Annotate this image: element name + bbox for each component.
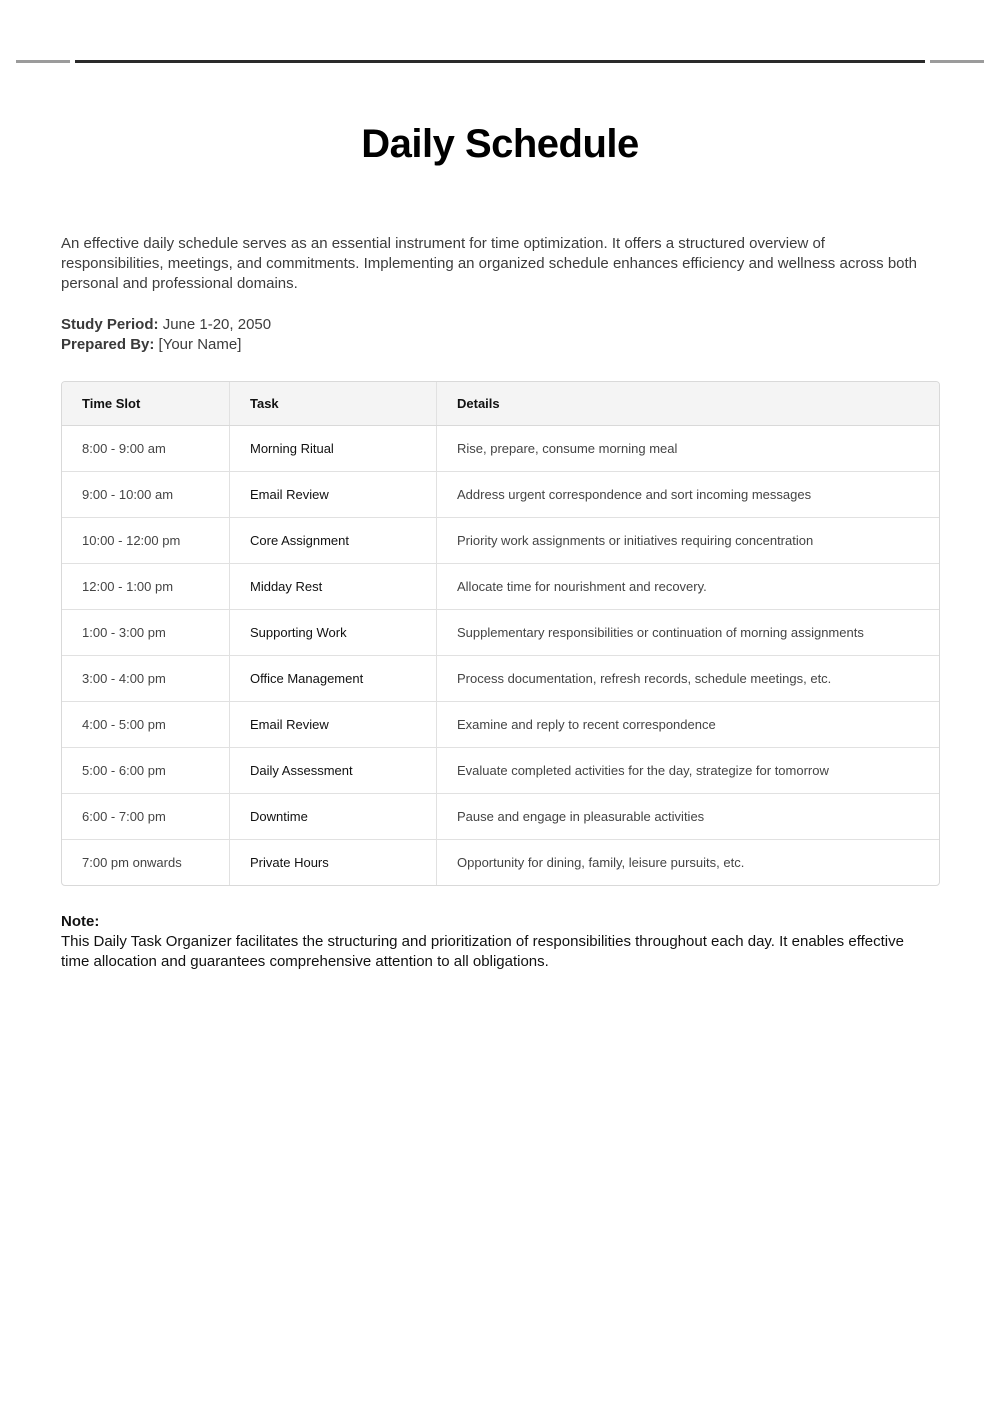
header-task: Task bbox=[230, 382, 437, 426]
time-slot-cell: 3:00 - 4:00 pm bbox=[62, 656, 230, 702]
task-cell: Private Hours bbox=[230, 840, 437, 886]
table-row bbox=[62, 840, 939, 886]
note-text: This Daily Task Organizer facilitates the structuring and prioritization of responsibilities throughout each day. It enables effective time allocation and guarantees comprehensive attention to all obligations. bbox=[61, 933, 904, 970]
details-cell: Address urgent correspondence and sort incoming messages bbox=[437, 472, 940, 518]
details-cell: Evaluate completed activities for the day, strategize for tomorrow bbox=[437, 748, 940, 794]
prepared-by-value: [Your Name] bbox=[158, 336, 242, 353]
page-title: Daily Schedule bbox=[361, 122, 639, 166]
details-cell: Process documentation, refresh records, schedule meetings, etc. bbox=[437, 656, 940, 702]
top-rule-left bbox=[16, 60, 70, 63]
study-period-label: Study Period: bbox=[61, 316, 159, 333]
details-cell: Pause and engage in pleasurable activities bbox=[437, 794, 940, 840]
task-cell: Core Assignment bbox=[230, 518, 437, 564]
table-header-row bbox=[62, 382, 939, 426]
details-cell: Supplementary responsibilities or continuation of morning assignments bbox=[437, 610, 940, 656]
table-row bbox=[62, 794, 939, 840]
table-row bbox=[62, 472, 939, 518]
intro-paragraph: An effective daily schedule serves as an essential instrument for time optimization. It offers a structured overview of responsibilities, meetings, and commitments. Implementing an organized schedule enhances efficiency and wellness across both personal and professional domains. bbox=[61, 235, 918, 292]
task-cell: Office Management bbox=[230, 656, 437, 702]
note-label: Note: bbox=[61, 913, 100, 930]
task-cell: Daily Assessment bbox=[230, 748, 437, 794]
table-row bbox=[62, 518, 939, 564]
table-row bbox=[62, 564, 939, 610]
time-slot-cell: 4:00 - 5:00 pm bbox=[62, 702, 230, 748]
table-row bbox=[62, 426, 939, 472]
time-slot-cell: 8:00 - 9:00 am bbox=[62, 426, 230, 472]
study-period-value: June 1-20, 2050 bbox=[162, 316, 272, 333]
time-slot-cell: 5:00 - 6:00 pm bbox=[62, 748, 230, 794]
table-row bbox=[62, 656, 939, 702]
note bbox=[61, 912, 931, 972]
time-slot-cell: 12:00 - 1:00 pm bbox=[62, 564, 230, 610]
task-cell: Midday Rest bbox=[230, 564, 437, 610]
time-slot-cell: 1:00 - 3:00 pm bbox=[62, 610, 230, 656]
time-slot-cell: 7:00 pm onwards bbox=[62, 840, 230, 886]
time-slot-cell: 9:00 - 10:00 am bbox=[62, 472, 230, 518]
prepared-by bbox=[61, 335, 241, 355]
time-slot-cell: 6:00 - 7:00 pm bbox=[62, 794, 230, 840]
task-cell: Morning Ritual bbox=[230, 426, 437, 472]
header-time-slot: Time Slot bbox=[62, 382, 230, 426]
details-cell: Allocate time for nourishment and recovery. bbox=[437, 564, 940, 610]
details-cell: Rise, prepare, consume morning meal bbox=[457, 441, 678, 456]
table-row bbox=[62, 610, 939, 656]
table-row bbox=[62, 748, 939, 794]
top-rule-right bbox=[930, 60, 984, 63]
table-row bbox=[62, 702, 939, 748]
details-cell: Opportunity for dining, family, leisure pursuits, etc. bbox=[437, 840, 940, 886]
task-cell: Email Review bbox=[230, 472, 437, 518]
header-details: Details bbox=[437, 382, 940, 426]
details-cell: Priority work assignments or initiatives requiring concentration bbox=[437, 518, 940, 564]
task-cell: Downtime bbox=[230, 794, 437, 840]
prepared-by-label: Prepared By: bbox=[61, 336, 155, 353]
schedule-table bbox=[61, 381, 940, 886]
top-rule-main bbox=[75, 60, 925, 63]
task-cell: Supporting Work bbox=[230, 610, 437, 656]
study-period bbox=[61, 315, 271, 335]
task-cell: Email Review bbox=[230, 702, 437, 748]
time-slot-cell: 10:00 - 12:00 pm bbox=[62, 518, 230, 564]
details-cell: Examine and reply to recent correspondence bbox=[437, 702, 940, 748]
